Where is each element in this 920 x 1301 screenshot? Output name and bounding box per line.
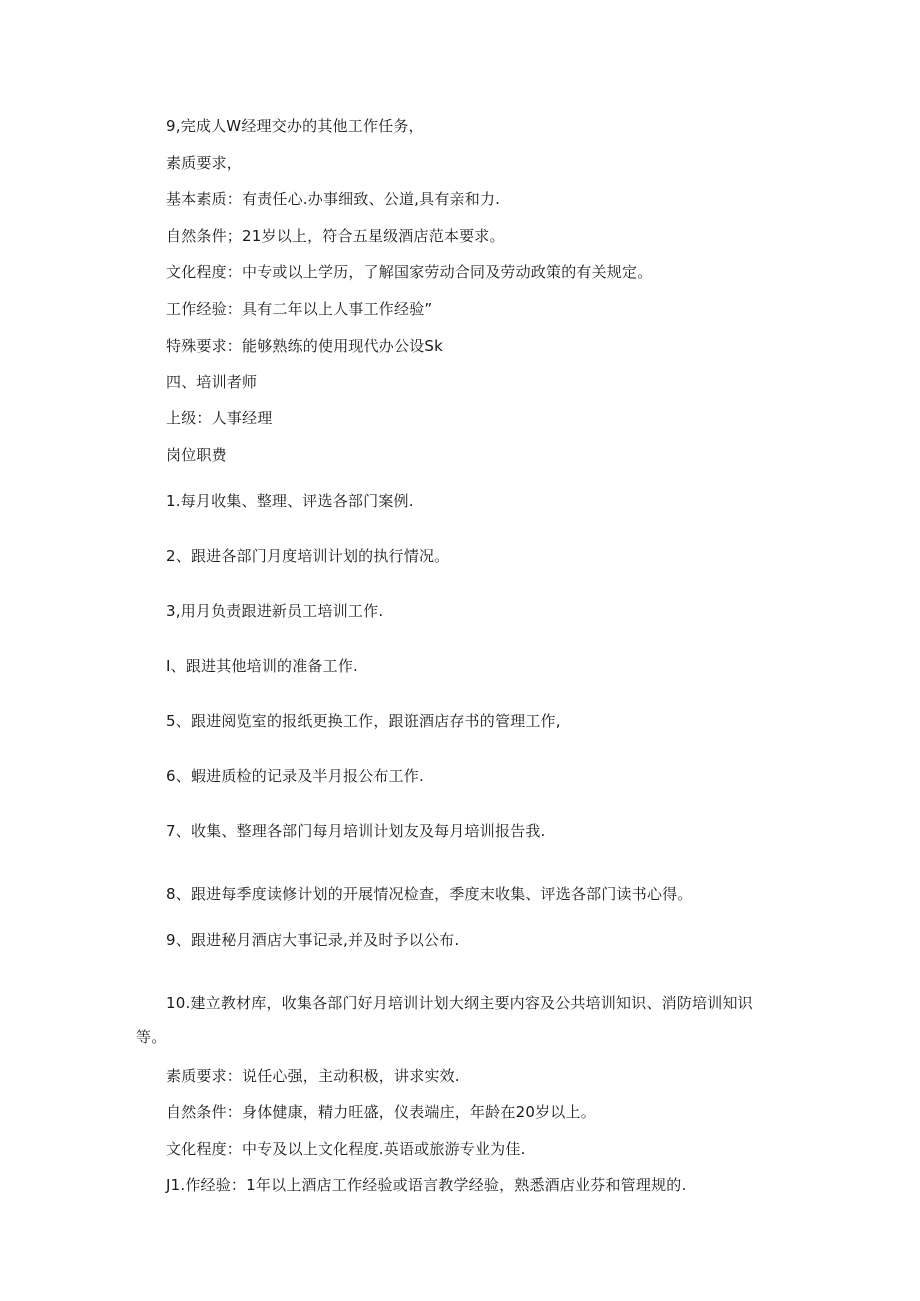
trainer-duty-8: 8、跟进每季度读修计划的开展情况检查，季度末收集、评选各部门读书心得。 [166,885,693,903]
basic-quality: 基本素质：有责任心.办事细致、公道,具有亲和力. [166,190,501,208]
trainer-natural-conditions: 自然条件：身体健康，精力旺盛，仪表端庄，年龄在20岁以上。 [166,1103,596,1121]
trainer-qualification: 素质要求：说任心强，主动积极，讲求实效. [166,1067,460,1085]
trainer-duty-3: 3,用月负责跟进新员工培训工作. [166,602,384,620]
qualification-heading: 素质要求， [166,154,243,172]
trainer-duty-4: I、跟进其他培训的准备工作. [166,657,358,675]
superior-line: 上级：人事经理 [166,409,273,427]
education-level: 文化程度：中专或以上学历，了解国家劳动合同及劳动政策的有关规定。 [166,263,653,281]
trainer-duty-5: 5、跟进阅览室的报纸更换工作，跟诳酒店存书的管理工作, [166,712,561,730]
trainer-duty-10: 10.建立教材库，收集各部门好月培训计划大纲主要内容及公共培训知识、消防培训知识等。 [136,994,753,1046]
trainer-duty-6: 6、蝦进质检的记录及半月报公布工作. [166,767,424,785]
trainer-work-experience: J1.作经验：1年以上酒店工作经验或语言教学经验，熟悉酒店业芬和管理规的. [166,1176,687,1194]
trainer-duty-9: 9、跟进秘月酒店大事记录,并及时予以公布. [166,931,460,949]
natural-conditions: 自然条件；21岁以上，符合五星级酒店范本要求。 [166,227,505,245]
trainer-duty-7: 7、收集、整理各部门每月培训计划友及每月培训报告我. [166,822,546,840]
trainer-education: 文化程度：中专及以上文化程度.英语或旅游专业为佳. [166,1140,526,1158]
work-experience: 工作经验：具有二年以上人事工作经验” [166,300,433,318]
duties-heading: 岗位职费 [166,446,227,464]
trainer-duty-1: 1.每月收集、整理、评选各部门案例. [166,492,414,510]
special-requirements: 特殊要求：能够熟练的使用现代办公设Sk [166,337,444,355]
section-heading-trainer: 四、培训者师 [166,373,258,391]
duty-item-9: 9,完成人W经理交办的其他工作任务， [166,117,424,135]
trainer-duty-2: 2、跟进各部门月度培训计划的执行情况。 [166,547,450,565]
